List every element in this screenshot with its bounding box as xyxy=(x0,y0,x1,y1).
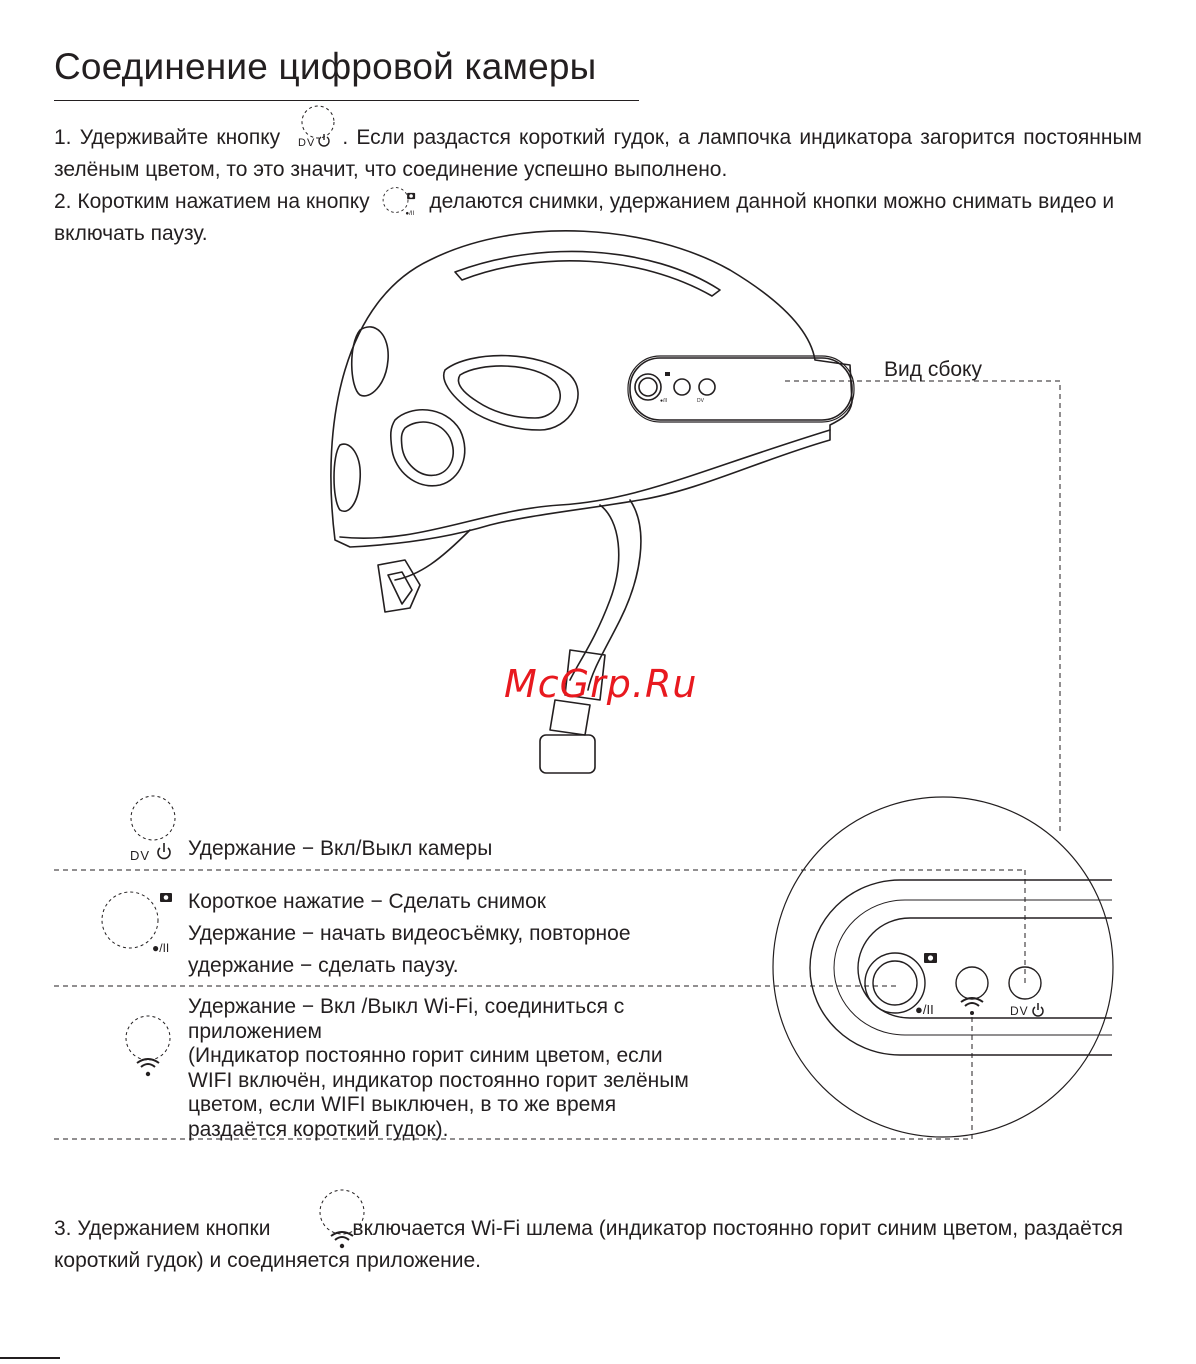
vent-front-low xyxy=(334,444,360,511)
step-1-before: 1. Удерживайте кнопку xyxy=(54,126,281,149)
dv-label: DV xyxy=(298,137,316,149)
watermark: McGrp.Ru xyxy=(504,662,698,706)
step-3-before: 3. Удержанием кнопки xyxy=(54,1217,271,1240)
chin-pad xyxy=(540,735,595,773)
legend-wifi-line: Удержание − Вкл /Выкл Wi-Fi, соединиться с xyxy=(188,995,625,1018)
zoom-record-label: ●/II xyxy=(915,1002,934,1017)
legend-wifi-icon xyxy=(126,1016,170,1076)
module-record-label: ●/II xyxy=(660,398,668,404)
wifi-icon xyxy=(137,1059,159,1076)
legend-wifi-line: WIFI включён, индикатор постоянно горит зелёным xyxy=(188,1068,689,1092)
camera-icon xyxy=(160,893,172,902)
helmet-shell xyxy=(331,231,852,547)
module-wifi-button xyxy=(674,379,690,395)
step-2-before: 2. Коротким нажатием на кнопку xyxy=(54,190,370,213)
legend-wifi-line: цветом, если WIFI выключен, в то же время xyxy=(188,1093,617,1116)
step-2-after: делаются снимки, удержанием данной кнопки можно снимать видео и включать паузу. xyxy=(54,190,1115,245)
zoom-dv-label: DV xyxy=(1010,1004,1029,1018)
legend-photo-icon xyxy=(102,892,172,955)
zoom-wifi-button xyxy=(956,967,988,999)
page-title: Соединение цифровой камеры xyxy=(54,46,597,87)
magnified-view xyxy=(773,797,1113,1137)
power-icon xyxy=(158,843,170,858)
module-dv-label: DV xyxy=(697,398,704,404)
step-3-after: включается Wi-Fi шлема (индикатор постоянно горит синим цветом, раздаётся короткий гудок) и соединяется приложение. xyxy=(54,1217,1124,1272)
step-3-text xyxy=(54,1213,1142,1277)
camera-icon xyxy=(665,372,670,376)
module-dv-button xyxy=(699,379,715,395)
legend-photo-hold: Удержание − начать видеосъёмку, повторное xyxy=(188,922,631,945)
legend-wifi-text xyxy=(188,995,788,1142)
step-1-after: . Если раздастся короткий гудок, а лампочка индикатора загорится постоянным зелёным цветом, то это значит, что соединение успешно выполнено. xyxy=(54,126,1142,181)
top-vent xyxy=(455,251,720,296)
legend-record-label: ●/II xyxy=(152,941,170,955)
camera-module xyxy=(630,358,852,420)
legend-dv-label: DV xyxy=(130,848,151,863)
power-icon xyxy=(1033,1003,1043,1016)
legend-wifi-line: раздаётся короткий гудок). xyxy=(188,1117,449,1141)
wifi-icon xyxy=(961,998,983,1015)
zoom-module-outline-1 xyxy=(810,880,1112,1055)
legend-wifi-line: (Индикатор постоянно горит синим цветом, если xyxy=(188,1044,663,1067)
side-view-leader xyxy=(785,381,1060,835)
record-pause-label: ●/II xyxy=(404,210,414,218)
side-view-label: Вид сбоку xyxy=(884,358,982,381)
step-3-icon-spacer xyxy=(270,1215,352,1239)
legend-dv-hold: Удержание − Вкл/Выкл камеры xyxy=(188,837,493,860)
legend-dv-icon xyxy=(130,796,175,863)
legend-photo-short: Короткое нажатие − Сделать снимок xyxy=(188,890,546,913)
camera-icon xyxy=(924,953,937,963)
legend-photo-hold-2: удержание − сделать паузу. xyxy=(188,954,459,977)
legend-wifi-line: приложением xyxy=(188,1019,322,1043)
shell-rim xyxy=(340,430,830,538)
rear-buckle xyxy=(378,560,420,612)
